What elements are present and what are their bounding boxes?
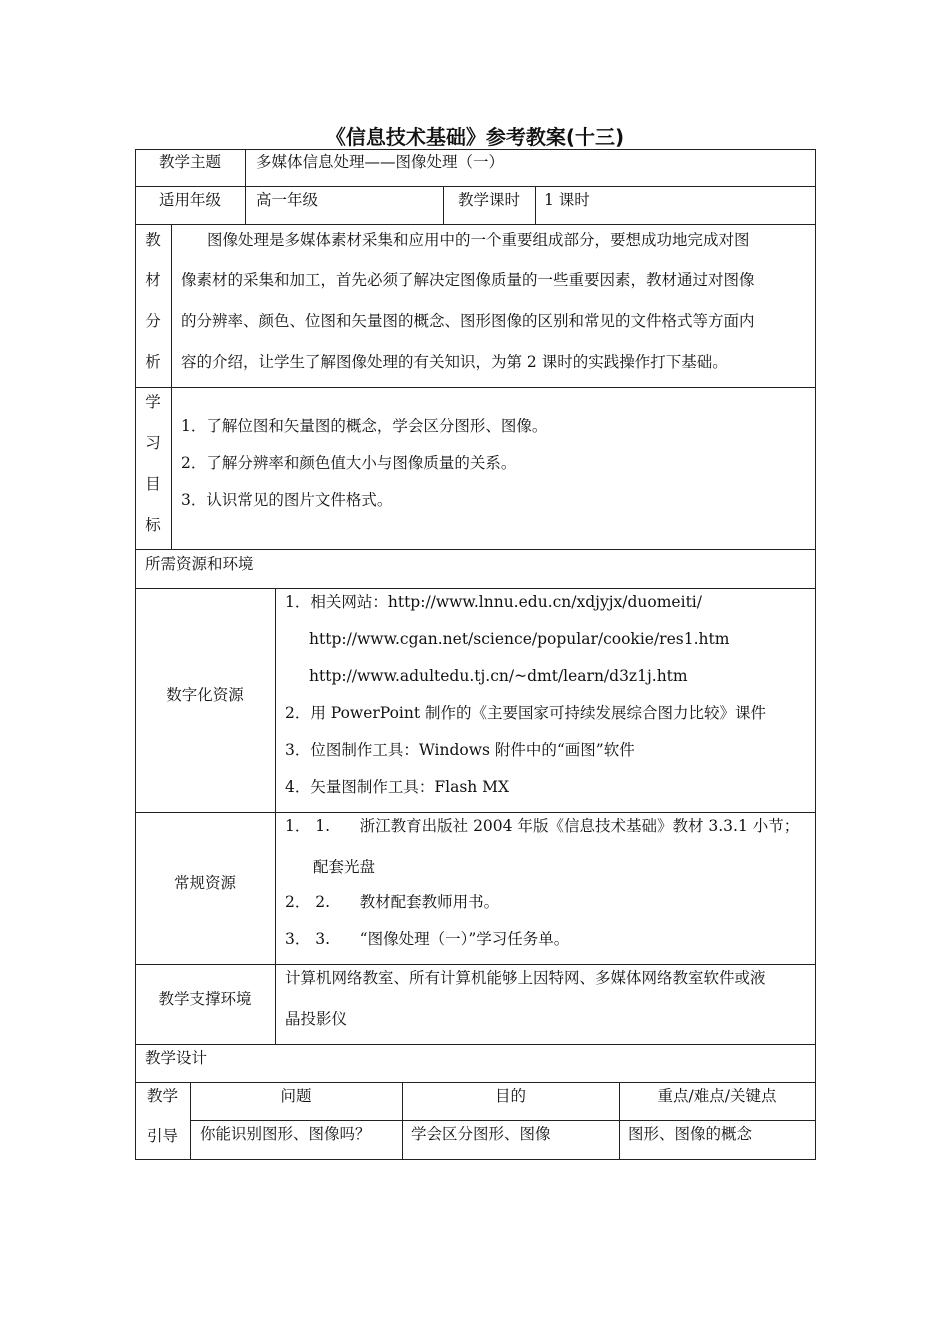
hours-label: 教学课时	[457, 191, 520, 209]
support-environment-line: 计算机网络教室、所有计算机能够上因特网、多媒体网络教室软件或液	[285, 969, 766, 987]
objective-item: 2．了解分辨率和颜色值大小与图像质量的关系。	[181, 454, 517, 472]
objectives-label-char: 学	[145, 393, 161, 411]
support-environment-line: 晶投影仪	[285, 1010, 348, 1028]
column-header-keypoints: 重点/难点/关键点	[657, 1087, 777, 1105]
analysis-label-char: 析	[145, 353, 161, 371]
lesson-plan-table	[135, 149, 816, 1160]
row-divider	[135, 964, 816, 965]
table-cell-purpose: 学会区分图形、图像	[411, 1125, 551, 1143]
intro-label-line: 引导	[146, 1127, 178, 1145]
table-border-top	[135, 149, 816, 150]
digital-resource-line: http://www.cgan.net/science/popular/cookie/res1.htm	[309, 630, 730, 648]
row-divider	[135, 387, 816, 388]
table-border-right	[815, 149, 816, 1160]
analysis-label-char: 材	[145, 271, 161, 289]
digital-resource-line: 4．矢量图制作工具：Flash MX	[285, 778, 510, 796]
objectives-label-char: 习	[145, 434, 161, 452]
intro-label-line: 教学	[146, 1087, 178, 1105]
theme-value: 多媒体信息处理——图像处理（一）	[256, 153, 505, 171]
objectives-label-char: 标	[145, 516, 161, 534]
column-divider	[245, 149, 246, 224]
regular-resource-line: 1． 1. 浙江教育出版社 2004 年版《信息技术基础》教材 3.3.1 小节；	[285, 817, 800, 835]
row-divider	[135, 549, 816, 550]
analysis-label-char: 教	[145, 231, 161, 249]
regular-resources-label: 常规资源	[173, 874, 236, 892]
column-divider	[275, 588, 276, 1044]
objective-item: 3．认识常见的图片文件格式。	[181, 491, 393, 509]
analysis-text-line: 像素材的采集和加工，首先必须了解决定图像质量的一些重要因素，教材通过对图像	[181, 271, 755, 289]
column-header-question: 问题	[280, 1087, 312, 1105]
design-heading: 教学设计	[145, 1049, 208, 1067]
row-divider	[135, 186, 816, 187]
grade-label: 适用年级	[158, 191, 221, 209]
row-divider	[135, 1044, 816, 1045]
digital-resource-line: http://www.adultedu.tj.cn/~dmt/learn/d3z1j.htm	[309, 667, 688, 685]
row-divider	[135, 224, 816, 225]
table-border-bottom	[135, 1159, 816, 1160]
regular-resource-line: 配套光盘	[313, 858, 376, 876]
objectives-label-char: 目	[145, 475, 161, 493]
support-environment-label: 教学支撑环境	[158, 990, 252, 1008]
objective-item: 1．了解位图和矢量图的概念，学会区分图形、图像。	[181, 417, 548, 435]
regular-resource-line: 3． 3. “图像处理（一）”学习任务单。	[285, 930, 570, 948]
column-divider	[535, 186, 536, 224]
resources-heading: 所需资源和环境	[145, 555, 254, 573]
hours-value: 1 课时	[544, 191, 590, 209]
analysis-text-line: 容的介绍，让学生了解图像处理的有关知识，为第 2 课时的实践操作打下基础。	[181, 353, 728, 371]
digital-resources-label: 数字化资源	[166, 686, 244, 704]
grade-value: 高一年级	[256, 191, 319, 209]
row-divider	[190, 1120, 816, 1121]
row-divider	[135, 812, 816, 813]
row-divider	[135, 1082, 816, 1083]
row-divider	[135, 588, 816, 589]
column-divider	[171, 224, 172, 549]
digital-resource-line: 3．位图制作工具：Windows 附件中的“画图”软件	[285, 741, 635, 759]
digital-resource-line: 2．用 PowerPoint 制作的《主要国家可持续发展综合图力比较》课件	[285, 704, 767, 722]
theme-label: 教学主题	[158, 153, 221, 171]
analysis-text-line: 的分辨率、颜色、位图和矢量图的概念、图形图像的区别和常见的文件格式等方面内	[181, 312, 755, 330]
digital-resource-line: 1．相关网站：http://www.lnnu.edu.cn/xdjyjx/duomeiti/	[285, 593, 702, 611]
analysis-text-line: 图像处理是多媒体素材采集和应用中的一个重要组成部分，要想成功地完成对图	[207, 231, 750, 249]
table-cell-keypoints: 图形、图像的概念	[628, 1125, 753, 1143]
page-title: 《信息技术基础》参考教案(十三)	[325, 125, 625, 149]
analysis-label-char: 分	[145, 312, 161, 330]
regular-resource-line: 2． 2. 教材配套教师用书。	[285, 893, 500, 911]
column-header-purpose: 目的	[494, 1087, 526, 1105]
table-cell-question: 你能识别图形、图像吗？	[200, 1125, 371, 1143]
